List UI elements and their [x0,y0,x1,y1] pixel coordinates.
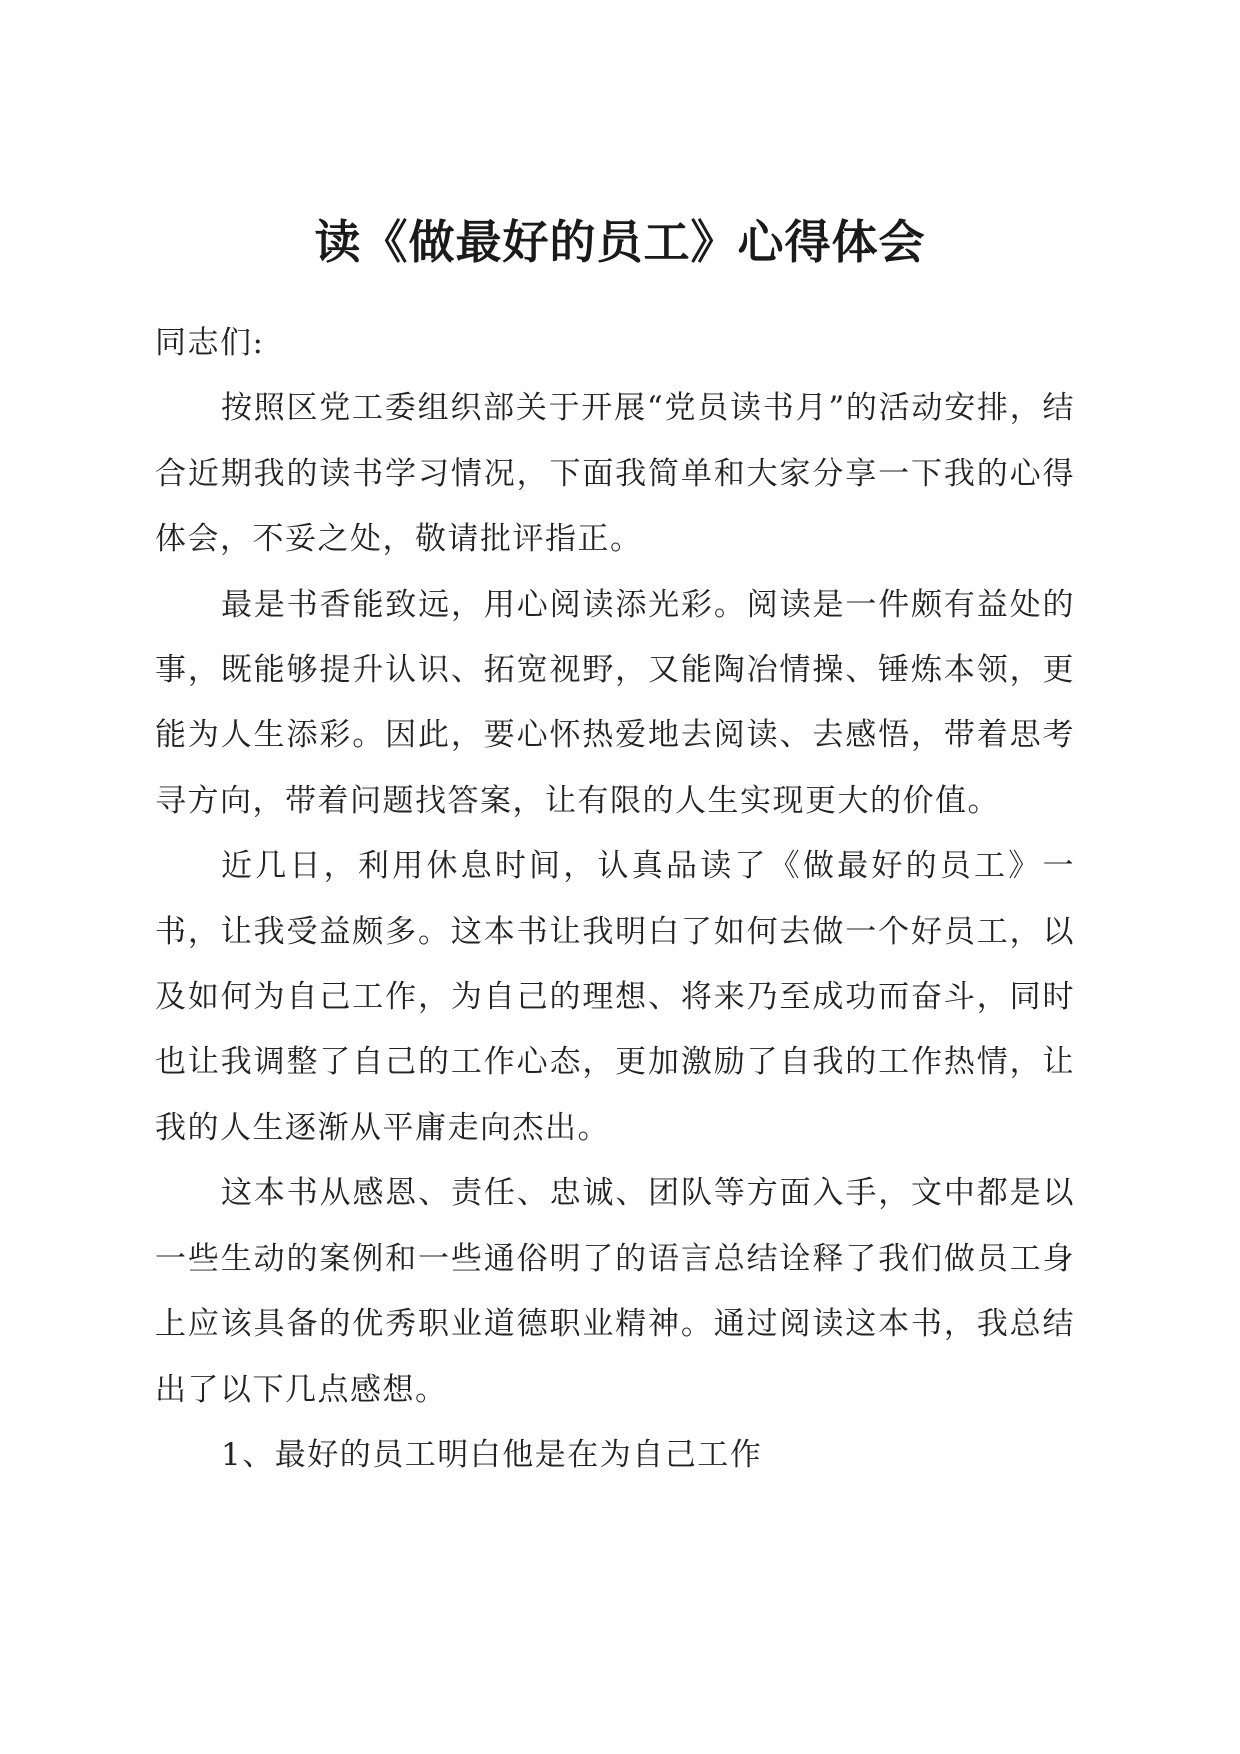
salutation: 同志们: [155,325,265,361]
document-title: 读《做最好的员工》心得体会 [314,215,926,269]
document-body [155,311,1075,1488]
paragraph-reading-value: 最是书香能致远，用心阅读添光彩。阅读是一件颇有益处的事，既能够提升认识、拓宽视野，又能陶冶情操、锤炼本领，更能为人生添彩。因此，要心怀热爱地去阅读、去感悟，带着思考寻方向，带着问题找答案，让有限的人生实现更大的价值。 [155,586,1075,819]
paragraph-intro: 按照区党工委组织部关于开展“党员读书月”的活动安排，结合近期我的读书学习情况，下面我简单和大家分享一下我的心得体会，不妥之处，敬请批评指正。 [155,390,1075,558]
paragraph-book-content: 这本书从感恩、责任、忠诚、团队等方面入手，文中都是以一些生动的案例和一些通俗明了的语言总结诠释了我们做员工身上应该具备的优秀职业道德职业精神。通过阅读这本书，我总结出了以下几点感想。 [155,1175,1075,1408]
paragraph-point-heading-1: 1、最好的员工明白他是在为自己工作 [221,1436,763,1473]
paragraph-book-reflection: 近几日，利用休息时间，认真品读了《做最好的员工》一书，让我受益颇多。这本书让我明白了如何去做一个好员工，以及如何为自己工作，为自己的理想、将来乃至成功而奋斗，同时也让我调整了自己的工作心态，更加激励了自我的工作热情，让我的人生逐渐从平庸走向杰出。 [155,848,1075,1146]
